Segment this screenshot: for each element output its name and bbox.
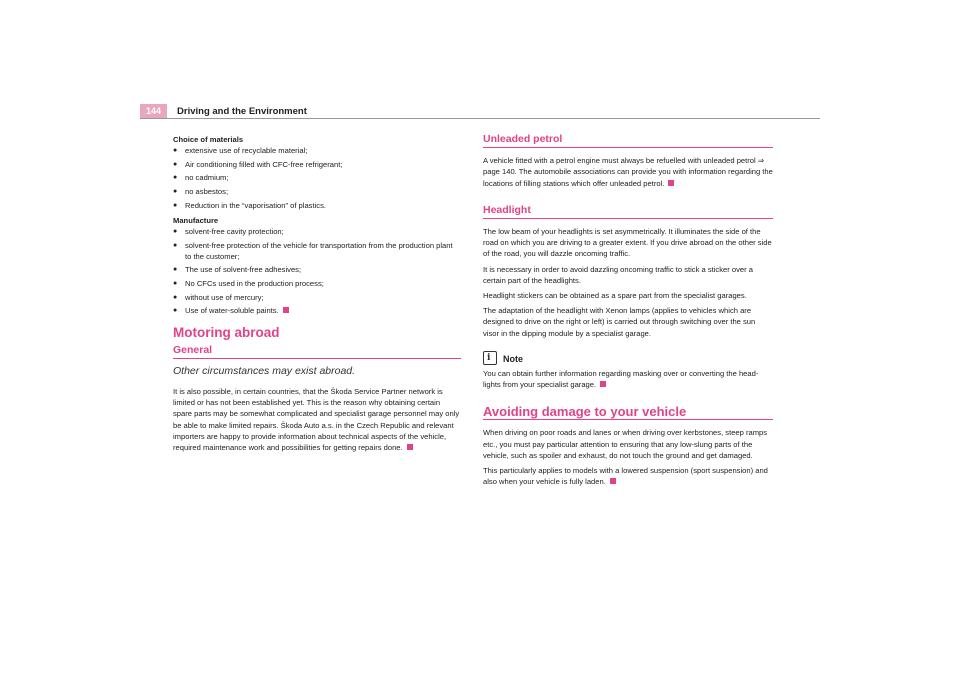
general-text: It is also possible, in certain countries, that the Škoda Service Partner network is limited or has not been established yet. This is the reason why obtaining certain spare parts may be somewhat complicated and specialist garage personnel may only be able to make limited repairs. Škoda Auto a.s. in the Czech Republic and relevant importers are happy to provide information about technical aspects of the vehicle, required maintenance work and possibilities for getting repairs done. <box>173 386 460 452</box>
note-paragraph <box>483 368 773 390</box>
list-item-text: Use of water-soluble paints. <box>185 306 279 316</box>
list-item: ● Air conditioning filled with CFC-free refrigerant; <box>173 159 461 170</box>
materials-heading: Choice of materials <box>173 135 244 144</box>
list-item: ● no cadmium; <box>173 172 461 183</box>
headlight-paragraph: The low beam of your headlights is set asymmetrically. It illuminates the side of the road on which you are driving to a greater extent. If you drive abroad on the other side of the road, you will dazzle oncoming traffic. <box>483 227 772 259</box>
headlight-paragraph: Headlight stickers can be obtained as a spare part from the specialist garages. <box>483 291 747 301</box>
unleaded-paragraph <box>483 155 773 189</box>
list-item: ● No CFCs used in the production process; <box>173 278 461 289</box>
headlight-paragraph: It is necessary in order to avoid dazzling oncoming traffic to stick a sticker over a certain part of the headlights. <box>483 264 753 285</box>
note-label: Note <box>503 353 523 364</box>
damage-text: This particularly applies to models with a lowered suspension (sport suspension) and also when your vehicle is fully laden. <box>483 466 768 487</box>
page-number: 144 <box>140 104 167 118</box>
section-end-icon <box>283 307 289 313</box>
list-item: ● solvent-free protection of the vehicle for transportation from the production plant to the customer; <box>173 240 461 262</box>
section-title-headlight: Headlight <box>483 205 773 219</box>
manufacture-heading: Manufacture <box>173 215 219 225</box>
section-end-icon <box>407 444 413 450</box>
left-column <box>173 134 461 457</box>
chapter-title: Motoring abroad <box>173 325 280 341</box>
section-title-damage: Avoiding damage to your vehicle <box>483 406 773 420</box>
note-info-icon: i <box>483 351 497 365</box>
damage-paragraph <box>483 465 773 487</box>
list-item: ● Reduction in the “vaporisation” of plastics. <box>173 200 461 211</box>
list-item: ● extensive use of recyclable material; <box>173 145 461 156</box>
list-item: ● solvent-free cavity protection; <box>173 226 461 237</box>
header-rule <box>140 118 820 119</box>
damage-paragraph: When driving on poor roads and lanes or when driving over kerbstones, steep ramps etc., you must pay particular attention to ensuring that any low-slung parts of the vehicle, such as spoiler and exhaust, do not touch the ground and get damaged. <box>483 428 768 460</box>
list-item <box>173 305 461 316</box>
section-end-icon <box>610 478 616 484</box>
manufacture-list <box>173 226 461 316</box>
list-item: ● The use of solvent-free adhesives; <box>173 264 461 275</box>
materials-list <box>173 145 461 211</box>
section-end-icon <box>600 381 606 387</box>
section-end-icon <box>668 180 674 186</box>
general-paragraph <box>173 386 461 453</box>
note-block <box>483 351 773 365</box>
general-intro: Other circumstances may exist abroad. <box>173 364 356 377</box>
page-header <box>140 104 307 118</box>
unleaded-text: A vehicle fitted with a petrol engine must always be refuelled with unleaded petrol ⇒ page 140. The automobile associations can provide you with information regarding the locations of filling stations which offer unleaded petrol. <box>483 156 773 188</box>
headlight-paragraph: The adaptation of the headlight with Xenon lamps (applies to vehicles which are designed to drive on the right or left) is carried out through switching over the sun visor in the dipping module by a specialist garage. <box>483 306 756 338</box>
note-text: You can obtain further information regarding masking over or converting the head-lights from your specialist garage. <box>483 368 759 390</box>
section-title-unleaded: Unleaded petrol <box>483 134 773 148</box>
section-title-general: General <box>173 345 461 359</box>
running-title: Driving and the Environment <box>177 105 307 117</box>
list-item: ● no asbestos; <box>173 186 461 197</box>
list-item: ● without use of mercury; <box>173 292 461 303</box>
right-column <box>483 134 773 491</box>
